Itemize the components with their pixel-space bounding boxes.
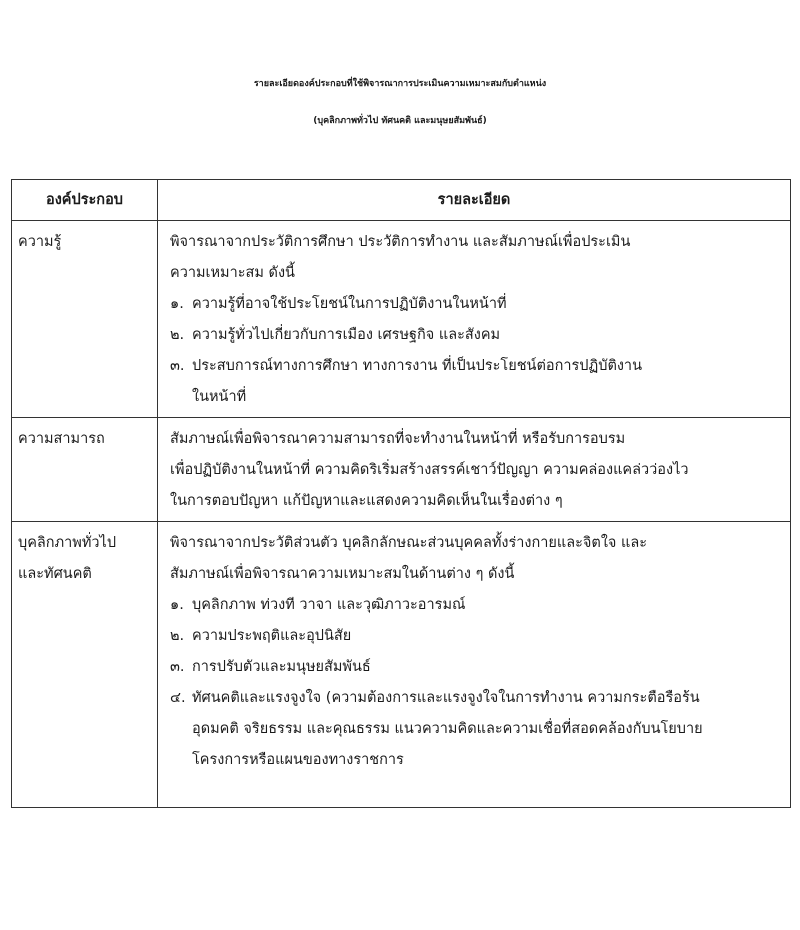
component-knowledge: ความรู้: [12, 221, 158, 418]
item-text: ทัศนคติและแรงจูงใจ (ความต้องการและแรงจูงใจในการทำงาน ความกระตือรือร้น: [192, 690, 700, 706]
table-header-row: [12, 180, 791, 221]
details-personality: [158, 522, 791, 808]
item-number: ๒.: [170, 628, 185, 644]
table-row-ability: [12, 418, 791, 522]
component-line: และทัศนคติ: [18, 566, 92, 582]
table-row-personality: [12, 522, 791, 808]
component-personality: [12, 522, 158, 808]
detail-line: เพื่อปฏิบัติงานในหน้าที่ ความคิดริเริ่มสร้างสรรค์เชาว์ปัญญา ความคล่องแคล่วว่องไว: [170, 462, 689, 478]
detail-line: พิจารณาจากประวัติส่วนตัว บุคลิกลักษณะส่วนบุคคลทั้งร่างกายและจิตใจ และ: [170, 535, 648, 551]
detail-line: ความเหมาะสม ดังนี้: [170, 265, 295, 281]
detail-line: สัมภาษณ์เพื่อพิจารณาความเหมาะสมในด้านต่าง ๆ ดังนี้: [170, 566, 515, 582]
item-continuation: โครงการหรือแผนของทางราชการ: [192, 752, 404, 768]
component-ability: ความสามารถ: [12, 418, 158, 522]
item-continuation: อุดมคติ จริยธรรม และคุณธรรม แนวความคิดและความเชื่อที่สอดคล้องกับนโยบาย: [192, 721, 703, 737]
component-line: บุคลิกภาพทั่วไป: [18, 535, 117, 551]
criteria-table: [11, 179, 791, 808]
document-title: รายละเอียดองค์ประกอบที่ใช้พิจารณาการประเมินความเหมาะสมกับตำแหน่ง: [253, 79, 547, 89]
item-number: ๓.: [170, 358, 185, 374]
header-details: รายละเอียด: [158, 180, 791, 221]
list-item: [170, 320, 782, 351]
item-text: ความรู้ทั่วไปเกี่ยวกับการเมือง เศรษฐกิจ และสังคม: [192, 327, 501, 343]
item-number: ๒.: [170, 327, 185, 343]
details-ability: [158, 418, 791, 522]
detail-line: พิจารณาจากประวัติการศึกษา ประวัติการทำงาน และสัมภาษณ์เพื่อประเมิน: [170, 234, 631, 250]
item-number: ๑.: [170, 597, 184, 613]
list-item: [170, 351, 782, 382]
list-item: [170, 289, 782, 320]
list-item: [170, 590, 782, 621]
header-component: องค์ประกอบ: [12, 180, 158, 221]
item-text: ประสบการณ์ทางการศึกษา ทางการงาน ที่เป็นประโยชน์ต่อการปฏิบัติงาน: [192, 358, 642, 374]
item-text: การปรับตัวและมนุษยสัมพันธ์: [192, 659, 371, 675]
detail-line: สัมภาษณ์เพื่อพิจารณาความสามารถที่จะทำงานในหน้าที่ หรือรับการอบรม: [170, 431, 626, 447]
item-number: ๑.: [170, 296, 184, 312]
list-item: [170, 683, 782, 714]
item-text: ความประพฤติและอุปนิสัย: [192, 628, 352, 644]
item-number: ๓.: [170, 659, 185, 675]
item-number: ๔.: [170, 690, 186, 706]
list-item: [170, 652, 782, 683]
item-text: บุคลิกภาพ ท่วงที วาจา และวุฒิภาวะอารมณ์: [192, 597, 466, 613]
item-continuation: ในหน้าที่: [192, 389, 247, 405]
detail-line: ในการตอบปัญหา แก้ปัญหาและแสดงความคิดเห็นในเรื่องต่าง ๆ: [170, 493, 563, 509]
list-item: [170, 621, 782, 652]
item-text: ความรู้ที่อาจใช้ประโยชน์ในการปฏิบัติงานในหน้าที่: [192, 296, 507, 312]
table-row-knowledge: [12, 221, 791, 418]
details-knowledge: [158, 221, 791, 418]
document-subtitle: (บุคลิกภาพทั่วไป ทัศนคติ และมนุษยสัมพันธ์): [313, 116, 487, 126]
